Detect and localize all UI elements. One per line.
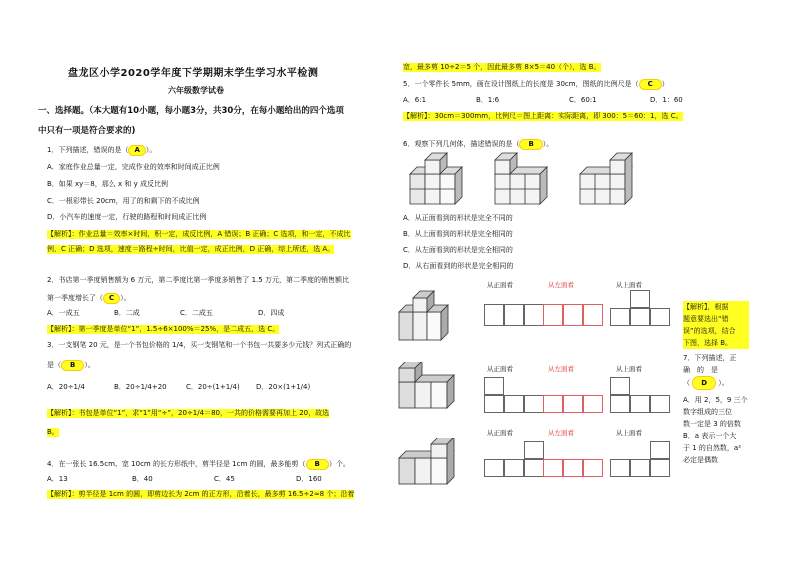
q7-option-a-3: 数一定是 3 的倍数	[683, 420, 741, 428]
q2-stem-text: 第一季度增长了（	[47, 294, 103, 302]
q5-analysis: 【解析】：30cm＝300mm，比例尺＝图上距离：实际距离，即 300：5＝60：1，选 C。	[403, 112, 683, 120]
q4-analysis: 【解析】：剪半径是 1cm 的圆，即剪边长为 2cm 的正方形，沿着长，最多剪 16.5÷2≈8 个；沿着	[47, 490, 355, 498]
q3-stem-2	[47, 360, 95, 371]
q5-stem-text: 5．一个零件长 5mm，画在设计图纸上的长度是 30cm，图纸的比例尺是（	[403, 80, 639, 88]
view-left-label-1: 从左面看	[548, 281, 574, 289]
q7	[683, 352, 748, 466]
q6-solid-3	[580, 153, 632, 204]
q1-analysis-1: 【解析】：作业总量＝效率×时间，积一定，成反比例，A 错误；B 正确；C 选项，和一定，不成比	[47, 230, 351, 238]
q1-close: ）。	[145, 146, 157, 154]
q2-option-c: C．二成五	[180, 309, 213, 317]
q3-option-d: D．20×(1+1/4)	[256, 383, 311, 391]
q7-option-b-3: 必定是偶数	[683, 456, 718, 464]
q3-analysis-1: 【解析】：书包是单位“1”，求“1”用“÷”，20÷1/4＝80，一共的价格需要再加上 20，故选	[47, 409, 330, 417]
q4-option-b: B．40	[132, 475, 153, 483]
q1-analysis-2: 例，C 正确；D 选项，速度＝路程÷时间，比值一定，成正比例，D 正确，综上所述，选 A。	[47, 245, 335, 253]
q1-option-a: A．家庭作业总量一定，完成作业的效率和时间成正比例	[47, 163, 220, 171]
q2-close: ）。	[120, 294, 131, 302]
q2-option-a: A．一成五	[47, 309, 80, 317]
q1-stem-text: 1．下列描述，错误的是（	[47, 146, 129, 154]
view-front-label-2: 从正面看	[487, 365, 513, 373]
q5-option-a: A．6:1	[403, 96, 427, 104]
q7-option-b-2: 于 1 的自然数，a²	[683, 444, 741, 452]
q6-option-c: C．从左面看到的形状是完全相同的	[403, 246, 513, 254]
q6-option-d: D．从右面看到的形状是完全相同的	[403, 262, 514, 270]
q6-analysis-2: 题意要选出“错	[683, 315, 729, 323]
q6-analysis-1: 【解析】，根据	[683, 303, 729, 311]
q6-option-a: A．从正面看到的形状是完全不同的	[403, 214, 513, 222]
q2-answer: C	[103, 293, 120, 304]
q6-solid-2	[495, 153, 547, 204]
q2-analysis: 【解析】：第一季度是单位“1”，1.5÷6×100%＝25%，是二成五，选 C。	[47, 325, 280, 333]
view-solid-3	[397, 438, 477, 488]
q2-stem-2	[47, 293, 131, 304]
q1-answer: A	[128, 145, 145, 156]
q3-option-a: A．20÷1/4	[47, 383, 85, 391]
section-heading: 一、选择题。（本大题有10小题，每小题3分，共30分，在每小题给出的四个选项	[38, 106, 344, 116]
view-top-label-2: 从上面看	[616, 365, 642, 373]
q6-analysis	[683, 301, 749, 349]
view-solid-2	[397, 362, 477, 412]
q3-stem: 3．一支钢笔 20 元，是一个书包价格的 1/4，买一支钢笔和一个书包一共要多少元钱？列式正确的	[47, 341, 352, 349]
q5-answer: C	[639, 79, 662, 90]
q2-option-b: B．二成	[114, 309, 140, 317]
q3-close: ）。	[84, 361, 95, 369]
q7-option-a-1: A．用 2，5，9 三个	[683, 396, 748, 404]
view-top-label-3: 从上面看	[616, 429, 642, 437]
q4-answer: B	[306, 459, 329, 470]
view-solid-1	[397, 290, 467, 345]
q3-option-b: B．20÷1/4+20	[114, 383, 167, 391]
q4-stem-text: 4．在一张长 16.5cm、宽 10cm 的长方形纸中，剪半径是 1cm 的圆，最多能剪（	[47, 460, 306, 468]
q4-option-a: A．13	[47, 475, 68, 483]
q6-solids	[405, 152, 705, 210]
q1-option-b: B．如果 xy＝8，那么 x 和 y 成反比例	[47, 180, 168, 188]
q5-close: ）	[661, 80, 669, 88]
q5-option-c: C．60:1	[569, 96, 597, 104]
q6-analysis-4: 下图，选择 B。	[683, 339, 733, 347]
q7-line-3	[683, 376, 748, 390]
view-left-label-2: 从左面看	[548, 365, 574, 373]
q7-close: ）。	[718, 379, 729, 387]
view-left-label-3: 从左面看	[548, 429, 574, 437]
q3-option-c: C．20÷(1+1/4)	[186, 383, 240, 391]
q6-analysis-3: 误”的选项，结合	[683, 327, 736, 335]
view-top-label-1: 从上面看	[616, 281, 642, 289]
view-front-label-1: 从正面看	[487, 281, 513, 289]
q3-stem-text: 是（	[47, 361, 61, 369]
q4-close: ）个。	[328, 460, 350, 468]
q4-stem	[47, 459, 350, 470]
q5-stem	[403, 79, 669, 90]
q7-open: （	[683, 379, 690, 387]
q7-option-a-2: 数字组成的三位	[683, 408, 732, 416]
q6-stem	[403, 139, 553, 150]
page-title: 盘龙区小学2020学年度下学期期末学生学习水平检测	[68, 68, 319, 79]
q4-analysis-cont: 宽，最多剪 10÷2＝5 个，因此最多剪 8×5＝40（个），选 B。	[403, 63, 601, 71]
page-subtitle: 六年级数学试卷	[168, 86, 224, 95]
q7-line-1: 7．下列描述，正	[683, 354, 737, 362]
q4-option-d: D．160	[296, 475, 322, 483]
q6-answer: B	[519, 139, 542, 150]
q2-stem-1: 2．书店第一季度销售额为 6 万元，第二季度比第一季度多销售了 1.5 万元，第二季度的销售额比	[47, 276, 349, 284]
q6-option-b: B．从上面看到的形状是完全相同的	[403, 230, 513, 238]
q7-answer: D	[692, 376, 716, 390]
q3-answer: B	[61, 360, 84, 371]
q4-option-c: C．45	[214, 475, 235, 483]
q6-close: ）。	[542, 140, 554, 148]
q7-line-2: 确 的 是	[683, 366, 718, 374]
q1-option-d: D．小汽车的速度一定，行驶的路程和时间成正比例	[47, 213, 207, 221]
q3-analysis-2: B。	[47, 428, 59, 436]
q5-option-d: D．1：60	[650, 96, 683, 104]
q1-option-c: C．一根彩带长 20cm，用了的和剩下的不成比例	[47, 197, 200, 205]
q5-option-b: B．1:6	[476, 96, 500, 104]
section-heading-cont: 中只有一项是符合要求的)	[38, 126, 136, 136]
q7-option-b-1: B．a 表示一个大	[683, 432, 737, 440]
q6-stem-text: 6．观察下列几何体，描述错误的是（	[403, 140, 520, 148]
q1-stem	[47, 145, 156, 156]
q2-option-d: D．四成	[258, 309, 285, 317]
q6-solid-1	[410, 153, 462, 204]
view-front-label-3: 从正面看	[487, 429, 513, 437]
